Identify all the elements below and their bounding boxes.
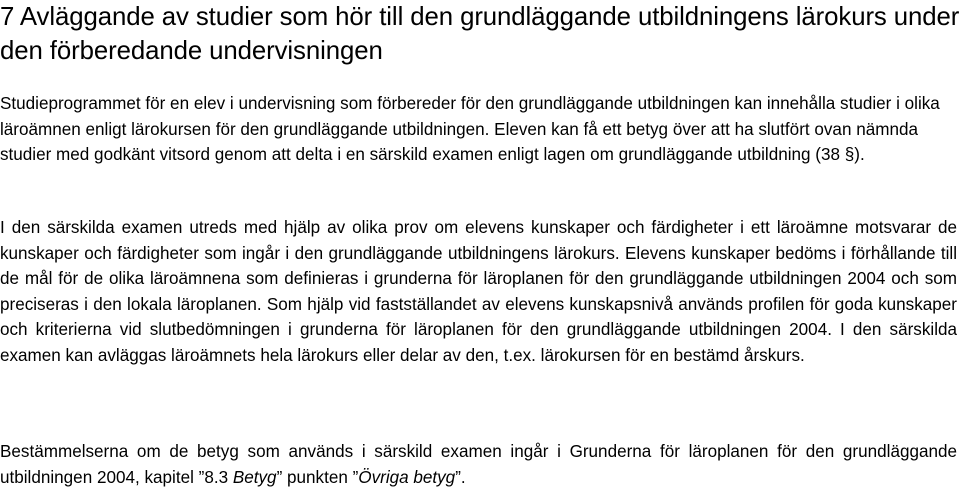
section-number: 7 (0, 3, 15, 31)
paragraph-exam-description: I den särskilda examen utreds med hjälp av olika prov om elevens kunskaper och färdigheter i ett läroämne motsvarar de kunskaper och färdigheter som ingår i den grundläggande utbildningens lärokurs. Elevens kunskaper bedöms i förhållande till de mål för de olika läroämnena som definieras i grunderna för läroplanen för den grundläggande utbildningen 2004 och som preciseras i den lokala läroplanen. Som hjälp vid fastställandet av elevens kunskapsnivå används profilen för goda kunskaper och kriterierna vid slutbedömningen i grunderna för läroplanen för den grundläggande utbildningen 2004. I den särskilda examen kan avläggas läroämnets hela lärokurs eller delar av den, t.ex. lärokursen för en bestämd årskurs. (0, 218, 957, 365)
grade-text-middle: ” punkten ” (276, 467, 359, 487)
grade-text-before: Bestämmelserna om de betyg som används i särskild examen ingår i Grunderna för läroplanen för den grundläggande utbildningen 2004, kapitel ”8.3 (0, 442, 957, 487)
grade-term-betyg: Betyg (232, 467, 277, 487)
paragraph-grade-regulations (0, 439, 957, 490)
paragraph-intro: Studieprogrammet för en elev i undervisning som förbereder för den grundläggande utbildningen kan innehålla studier i olika läroämnen enligt lärokursen för den grundläggande utbildningen. Eleven kan få ett betyg över att ha slutfört ovan nämnda studier med godkänt vitsord genom att delta i en särskild examen enligt lagen om grundläggande utbildning (38 §). (0, 94, 940, 165)
grade-term-ovriga-betyg: Övriga betyg (358, 467, 456, 487)
section-title: Avläggande av studier som hör till den grundläggande utbildningens lärokurs under den förberedande undervisningen (0, 3, 960, 65)
grade-text-after: ”. (455, 467, 466, 487)
section-heading (0, 0, 960, 68)
